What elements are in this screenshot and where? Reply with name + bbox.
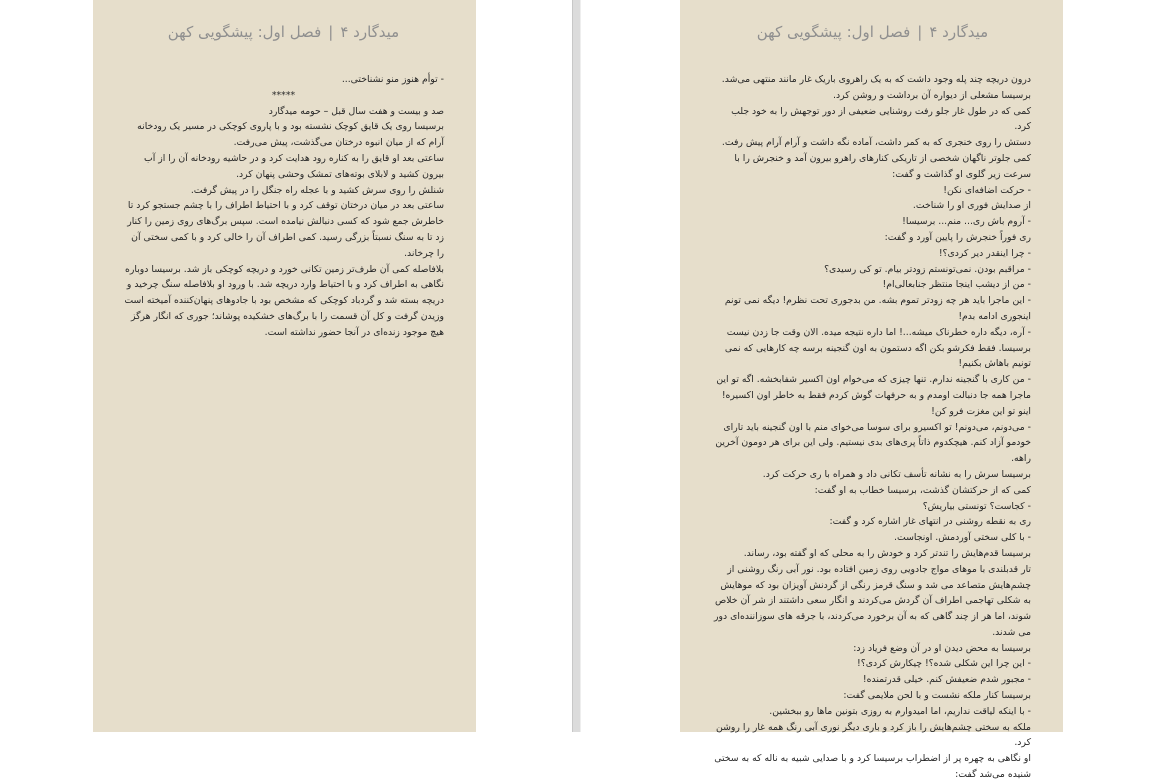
paragraph: - مجبور شدم ضعیفش کنم. خیلی قدرتمنده! — [862, 674, 1031, 686]
paragraph: برسیسا کنار ملکه نشست و با لحن ملایمی گفت: — [843, 690, 1031, 702]
book-page-right — [680, 0, 1063, 781]
paragraph: برسیسا روی یک قایق کوچک نشسته بود و با پاروی کوچکی در مسیر یک رودخانه آرام که از میان انبوه درختان می‌گذشت، پیش می‌رفت. — [137, 121, 444, 149]
page-header — [714, 22, 1031, 54]
paragraph: - حرکت اضافه‌ای نکن! — [943, 184, 1031, 196]
paragraph: - چرا اینقدر دیر کردی؟! — [938, 247, 1031, 259]
paragraph: ری به نقطه روشنی در انتهای غار اشاره کرد و گفت: — [829, 516, 1031, 528]
paragraph: - آروم باش ری... منم... برسیسا! — [902, 216, 1031, 228]
paragraph: ملکه به سختی چشم‌هایش را باز کرد و باری دیگر نوری آبی رنگ همه غار را روشن کرد. — [716, 721, 1031, 749]
paragraph: او نگاهی به چهره پر از اضطراب برسیسا کرد و با صدایی شبیه به ناله که به سختی شنیده می‌شد گفت: — [714, 753, 1031, 781]
paragraph: ***** — [271, 89, 296, 101]
paragraph: - این چرا این شکلی شده؟! چیکارش کردی؟! — [857, 658, 1031, 670]
paragraph: - می‌دونم، می‌دونم! تو اکسیرو برای سوسا می‌خوای منم با اون گنجینه باید تارای خودمو آزاد کنم. هیچکدوم ذاتاً پری‌های بدی نیستیم. ولی این برای هر دومون آخرین راهه. — [715, 421, 1031, 465]
paragraph: - با اینکه لیاقت نداریم، اما امیدوارم به روزی بتونین ماها رو ببخشین. — [769, 705, 1031, 717]
paragraph: درون دریچه چند پله وجود داشت که به یک راهروی باریک غار مانند منتهی می‌شد. برسیسا مشعلی از دیواره آن برداشت و روشن کرد. — [721, 74, 1031, 101]
header-book-title: میدگارد ۴ — [340, 23, 400, 41]
paragraph: صد و بیست و هفت سال قبل – حومه میدگارد — [268, 105, 444, 117]
paragraph: - مراقبم بودن. نمی‌تونستم زودتر بیام. تو کی رسیدی؟ — [824, 263, 1031, 275]
paragraph: - توأم هنوز منو نشناختی... — [341, 74, 444, 85]
header-separator: | — [328, 23, 334, 41]
paragraph: تار قدبلندی با موهای مواج جادویی روی زمین افتاده بود. نور آبی رنگ روشنی از چشم‌هایش متصاعد می شد و سنگ قرمز رنگی از گردنش آویزان بود که موهایش به شکلی تهاجمی اطراف آن گردش می‌کردند و انگار سعی داشتند از شر آن خلاص شوند، اما هر از چند گاهی که به آن برخورد می‌کردند، با جرقه های سوزاننده‌ای دور می شدند. — [714, 563, 1031, 638]
paragraph: - با کلی سختی آوردمش. اونجاست. — [893, 532, 1031, 544]
paragraph: بلافاصله کمی آن طرف‌تر زمین تکانی خورد و دریچه کوچکی باز شد. برسیسا دوباره نگاهی به اطراف کرد و با احتیاط وارد دریچه شد. با ورود او بلافاصله سنگ چرخید و دریچه بسته شد و گردباد کوچکی که مشخص بود با جادوهای پنهان‌کننده آمیخته است وزیدن گرفت و کل آن قسمت را با برگ‌های خشکیده پوشاند؛ جوری که انگار هرگز هیچ موجود زنده‌ای در آنجا حضور نداشته است. — [124, 263, 444, 338]
paragraph: شنلش را روی سرش کشید و با عجله راه جنگل را در پیش گرفت. — [190, 184, 444, 196]
paragraph: - این ماجرا باید هر چه زودتر تموم بشه. من بدجوری تحت نظرم! دیگه نمی تونم اینجوری ادامه بدم! — [724, 295, 1031, 322]
header-chapter-title: فصل اول: پیشگویی کهن — [167, 23, 322, 41]
page-header — [123, 22, 444, 54]
paragraph: ری فوراً خنجرش را پایین آورد و گفت: — [884, 231, 1031, 243]
page-body — [714, 72, 1031, 783]
paragraph: ساعتی بعد او قایق را به کناره رود هدایت کرد و در حاشیه رودخانه آن را از آب بیرون کشید و لابلای بوته‌های تمشک وحشی پنهان کرد. — [143, 152, 444, 180]
header-separator: | — [917, 23, 923, 41]
paragraph: ساعتی بعد در میان درختان توقف کرد و با احتیاط اطراف را با چشم جستجو کرد تا خاطرش جمع شود که کسی دنبالش نیامده است. سپس برگ‌های روی زمین را کنار زد تا به سنگ نسبتاً بزرگی رسید. کمی اطراف آن را خالی کرد و با کمی سختی آن را چرخاند. — [127, 200, 444, 259]
paragraph: کمی که از حرکتشان گذشت، برسیسا خطاب به او گفت: — [814, 484, 1031, 496]
page-body — [123, 72, 444, 341]
paragraph: کمی که در طول غار جلو رفت روشنایی ضعیفی از دور توجهش را به خود جلب کرد. — [731, 105, 1031, 133]
header-book-title: میدگارد ۴ — [929, 23, 989, 41]
paragraph: دستش را روی خنجری که به کمر داشت، آماده نگه داشت و آرام آرام پیش رفت. — [721, 137, 1031, 149]
page-spread-divider — [572, 0, 581, 732]
paragraph: - کجاست؟ تونستی بیاریش؟ — [922, 500, 1031, 512]
paragraph: - من کاری با گنجینه ندارم. تنها چیزی که می‌خوام اون اکسیر شفابخشه. اگه تو این ماجرا همه جا دنبالت اومدم و به حرفهات گوش کردم فقط به خاطر اون اکسیره! اینو تو این مغزت فرو کن! — [716, 374, 1031, 417]
paragraph: برسیسا سرش را به نشانه تأسف تکانی داد و همراه با ری حرکت کرد. — [762, 468, 1031, 480]
header-chapter-title: فصل اول: پیشگویی کهن — [756, 23, 911, 41]
paragraph: برسیسا قدم‌هایش را تندتر کرد و خودش را به محلی که او گفته بود، رساند. — [743, 547, 1031, 559]
book-page-left — [93, 0, 476, 732]
paragraph: کمی جلوتر ناگهان شخصی از تاریکی کنارهای راهرو بیرون آمد و خنجرش را با سرعت زیر گلوی او گذاشت و گفت: — [734, 152, 1031, 180]
paragraph: از صدایش فوری او را شناخت. — [912, 200, 1031, 212]
paragraph: برسیسا به محض دیدن او در آن وضع فریاد زد: — [853, 642, 1031, 654]
paragraph: - آره، دیگه داره خطرناک میشه...! اما داره نتیجه میده. الان وقت جا زدن نیست برسیسا. فقط فکرشو بکن اگه دستمون به اون گنجینه برسه چه کارهایی که نمی تونیم باهاش بکنیم! — [724, 326, 1031, 370]
paragraph: - من از دیشب اینجا منتظر جنابعالی‌ام! — [882, 279, 1031, 291]
